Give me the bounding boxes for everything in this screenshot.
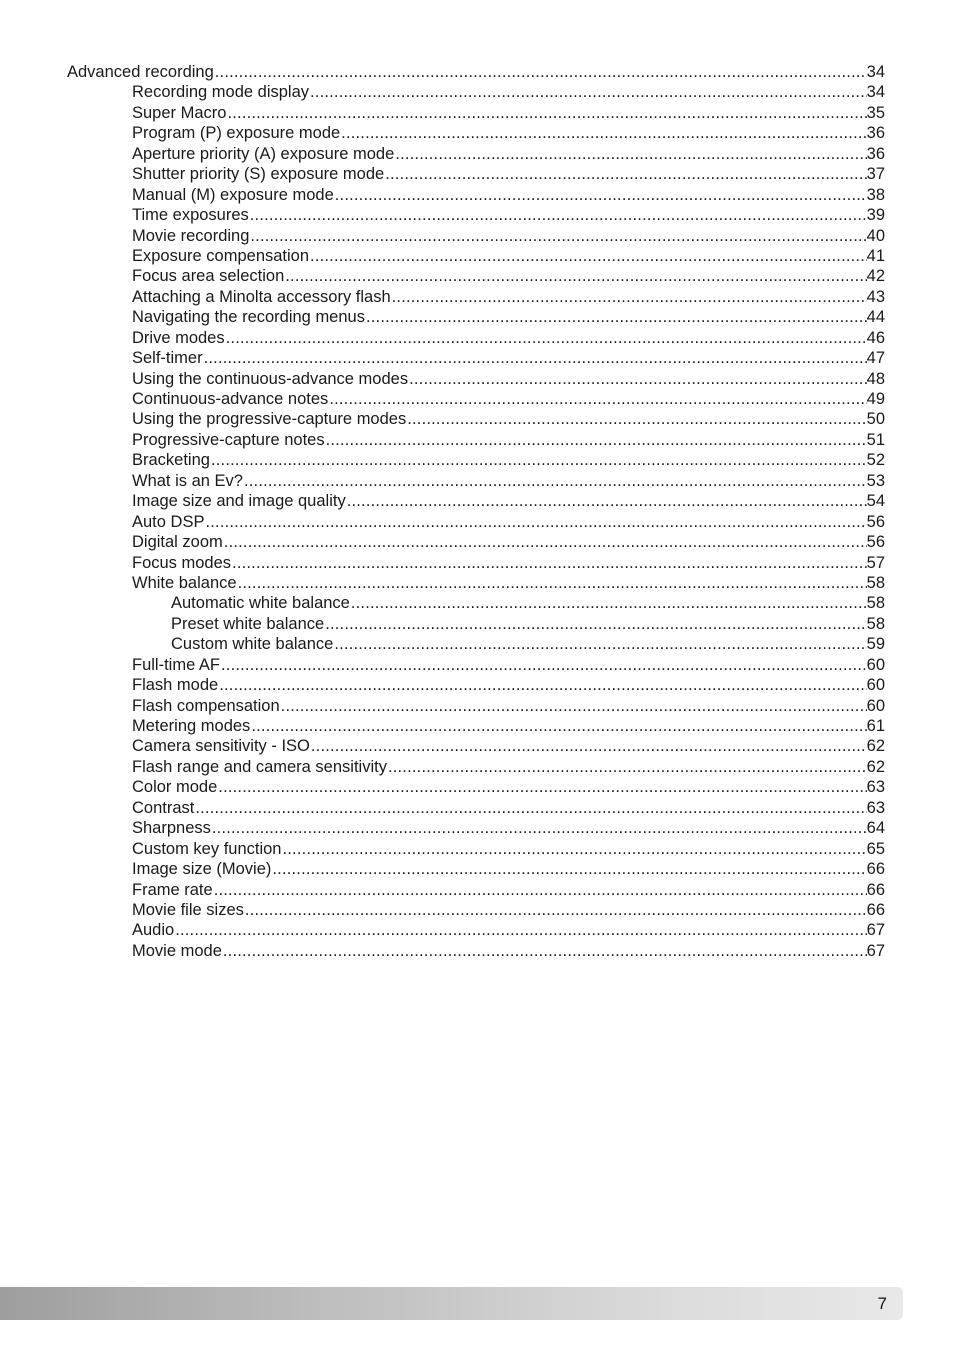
- toc-entry-page: 39: [866, 206, 885, 225]
- toc-dot-leader: [282, 839, 866, 859]
- toc-entry-page: 65: [866, 839, 885, 858]
- toc-entry[interactable]: [67, 512, 885, 532]
- toc-entry[interactable]: [67, 266, 885, 286]
- toc-dot-leader: [392, 287, 867, 307]
- toc-entry-page: 66: [866, 880, 885, 899]
- toc-entry-page: 36: [866, 144, 885, 163]
- toc-entry[interactable]: [67, 655, 885, 675]
- toc-dot-leader: [245, 900, 867, 920]
- toc-entry[interactable]: [67, 471, 885, 491]
- toc-entry-page: 38: [866, 185, 885, 204]
- toc-dot-leader: [388, 757, 867, 777]
- toc-entry-page: 35: [866, 103, 885, 122]
- toc-dot-leader: [334, 634, 866, 654]
- toc-entry-title: Image size and image quality: [132, 492, 346, 511]
- toc-dot-leader: [329, 389, 866, 409]
- toc-dot-leader: [326, 430, 867, 450]
- toc-entry-title: Audio: [132, 921, 175, 940]
- toc-entry-page: 54: [866, 492, 885, 511]
- toc-entry-page: 60: [866, 696, 885, 715]
- toc-entry-page: 56: [866, 533, 885, 552]
- toc-entry[interactable]: [67, 900, 885, 920]
- toc-entry-page: 60: [866, 676, 885, 695]
- toc-entry[interactable]: [67, 941, 885, 961]
- toc-entry-title: Navigating the recording menus: [132, 308, 365, 327]
- toc-entry-page: 51: [866, 430, 885, 449]
- toc-entry[interactable]: [67, 920, 885, 940]
- toc-entry-title: Program (P) exposure mode: [132, 124, 341, 143]
- toc-entry-title: Movie mode: [132, 941, 222, 960]
- toc-dot-leader: [238, 573, 867, 593]
- toc-dot-leader: [409, 369, 867, 389]
- toc-entry-page: 62: [866, 757, 885, 776]
- toc-entry-title: Focus area selection: [132, 267, 285, 286]
- toc-entry-title: Metering modes: [132, 717, 251, 735]
- toc-entry-title: Time exposures: [132, 206, 249, 225]
- toc-entry[interactable]: [67, 287, 885, 307]
- toc-entry-title: Movie recording: [132, 226, 250, 245]
- toc-entry-page: 56: [866, 512, 885, 531]
- toc-entry-title: Progressive-capture notes: [132, 430, 325, 449]
- toc-entry-page: 63: [866, 778, 885, 797]
- toc-entry-page: 67: [866, 941, 885, 960]
- toc-entry-title: Self-timer: [132, 349, 203, 368]
- toc-dot-leader: [385, 164, 866, 184]
- toc-entry-title: Exposure compensation: [132, 246, 310, 265]
- toc-dot-leader: [281, 696, 867, 716]
- toc-entry-title: White balance: [132, 573, 237, 592]
- toc-entry[interactable]: [67, 62, 885, 82]
- toc-entry[interactable]: [67, 859, 885, 879]
- toc-entry-title: Drive modes: [132, 328, 225, 347]
- toc-dot-leader: [227, 103, 866, 123]
- toc-entry-title: Continuous-advance notes: [132, 390, 329, 408]
- toc-entry-title: Sharpness: [132, 819, 211, 838]
- toc-entry-page: 34: [866, 63, 885, 81]
- toc-dot-leader: [351, 593, 867, 613]
- toc-entry[interactable]: [67, 532, 885, 552]
- toc-entry-title: Manual (M) exposure mode: [132, 185, 334, 204]
- toc-entry-title: Auto DSP: [132, 512, 205, 531]
- toc-entry-title: Custom white balance: [171, 635, 334, 654]
- toc-entry-page: 46: [866, 328, 885, 347]
- toc-dot-leader: [223, 941, 867, 961]
- toc-entry-title: What is an Ev?: [132, 471, 243, 490]
- toc-entry-page: 47: [866, 349, 885, 368]
- toc-entry-title: Movie file sizes: [132, 900, 244, 919]
- toc-entry-title: Super Macro: [132, 103, 227, 122]
- toc-entry-page: 59: [866, 635, 885, 654]
- toc-entry[interactable]: [67, 226, 885, 246]
- toc-entry-page: 40: [866, 226, 885, 245]
- toc-entry-title: Using the continuous-advance modes: [132, 369, 409, 388]
- toc-entry-title: Color mode: [132, 778, 218, 797]
- toc-dot-leader: [232, 553, 867, 573]
- toc-entry-page: 48: [866, 369, 885, 388]
- footer-bar: [0, 1287, 903, 1320]
- toc-entry[interactable]: [67, 307, 885, 327]
- toc-entry[interactable]: [67, 777, 885, 797]
- toc-dot-leader: [195, 798, 866, 818]
- toc-entry-page: 53: [866, 471, 885, 490]
- toc-dot-leader: [366, 307, 867, 327]
- toc-entry-page: 66: [866, 860, 885, 879]
- toc-entry-title: Flash range and camera sensitivity: [132, 757, 387, 776]
- toc-entry[interactable]: [67, 123, 885, 143]
- toc-entry-title: Using the progressive-capture modes: [132, 410, 407, 429]
- table-of-contents: [67, 62, 885, 961]
- toc-entry[interactable]: [67, 716, 885, 736]
- toc-dot-leader: [221, 655, 867, 675]
- toc-entry-page: 41: [866, 246, 885, 265]
- toc-dot-leader: [395, 144, 866, 164]
- toc-entry[interactable]: [67, 757, 885, 777]
- toc-entry[interactable]: [67, 389, 885, 409]
- toc-dot-leader: [205, 512, 866, 532]
- toc-entry[interactable]: [67, 185, 885, 205]
- toc-dot-leader: [341, 123, 866, 143]
- toc-entry[interactable]: [67, 818, 885, 838]
- toc-entry-title: Frame rate: [132, 880, 213, 899]
- toc-entry[interactable]: [67, 880, 885, 900]
- toc-entry-title: Attaching a Minolta accessory flash: [132, 287, 391, 306]
- toc-entry-page: 34: [866, 83, 885, 102]
- toc-entry-page: 63: [866, 798, 885, 817]
- toc-entry-title: Camera sensitivity - ISO: [132, 737, 310, 756]
- toc-entry[interactable]: [67, 164, 885, 184]
- toc-dot-leader: [325, 614, 866, 634]
- toc-entry[interactable]: [67, 614, 885, 634]
- toc-entry-title: Automatic white balance: [171, 594, 350, 613]
- toc-entry[interactable]: [67, 553, 885, 573]
- toc-dot-leader: [224, 532, 867, 552]
- toc-entry[interactable]: [67, 491, 885, 511]
- toc-entry-title: Preset white balance: [171, 614, 325, 633]
- toc-entry-page: 64: [866, 819, 885, 838]
- toc-dot-leader: [226, 328, 867, 348]
- toc-entry-title: Image size (Movie): [132, 860, 272, 879]
- toc-entry-page: 66: [866, 900, 885, 919]
- toc-dot-leader: [212, 818, 867, 838]
- toc-entry[interactable]: [67, 430, 885, 450]
- toc-dot-leader: [175, 920, 866, 940]
- toc-entry[interactable]: [67, 144, 885, 164]
- toc-entry-page: 58: [866, 573, 885, 592]
- toc-entry-title: Shutter priority (S) exposure mode: [132, 165, 385, 184]
- toc-entry-page: 67: [866, 921, 885, 940]
- toc-entry-page: 62: [866, 737, 885, 756]
- toc-entry[interactable]: [67, 634, 885, 654]
- toc-dot-leader: [311, 736, 867, 756]
- toc-entry-page: 49: [866, 390, 885, 408]
- toc-entry-title: Flash compensation: [132, 696, 280, 715]
- toc-entry[interactable]: [67, 696, 885, 716]
- toc-dot-leader: [310, 246, 867, 266]
- toc-dot-leader: [250, 205, 867, 225]
- toc-entry-page: 42: [866, 267, 885, 286]
- toc-dot-leader: [218, 777, 866, 797]
- toc-entry-title: Aperture priority (A) exposure mode: [132, 144, 395, 163]
- toc-entry[interactable]: [67, 736, 885, 756]
- toc-entry[interactable]: [67, 798, 885, 818]
- toc-entry[interactable]: [67, 450, 885, 470]
- toc-entry-page: 58: [866, 614, 885, 633]
- toc-entry[interactable]: [67, 103, 885, 123]
- toc-entry-title: Flash mode: [132, 676, 219, 695]
- toc-entry[interactable]: [67, 328, 885, 348]
- toc-entry-title: Bracketing: [132, 451, 210, 470]
- toc-entry[interactable]: [67, 348, 885, 368]
- toc-entry-page: 44: [866, 308, 885, 327]
- toc-entry[interactable]: [67, 573, 885, 593]
- toc-dot-leader: [251, 716, 866, 736]
- toc-entry-page: 57: [866, 553, 885, 572]
- toc-dot-leader: [204, 348, 867, 368]
- toc-dot-leader: [272, 859, 866, 879]
- toc-entry-page: 52: [866, 451, 885, 470]
- toc-entry-title: Focus modes: [132, 553, 232, 572]
- toc-entry-title: Digital zoom: [132, 533, 223, 552]
- toc-dot-leader: [310, 82, 867, 102]
- toc-entry[interactable]: [67, 82, 885, 102]
- toc-dot-leader: [214, 880, 867, 900]
- toc-dot-leader: [285, 266, 866, 286]
- toc-dot-leader: [407, 409, 866, 429]
- toc-entry[interactable]: [67, 839, 885, 859]
- toc-entry-page: 50: [866, 410, 885, 429]
- toc-entry[interactable]: [67, 593, 885, 613]
- toc-entry-page: 61: [866, 717, 885, 735]
- toc-entry-page: 58: [866, 594, 885, 613]
- toc-dot-leader: [335, 185, 867, 205]
- toc-entry-title: Custom key function: [132, 839, 282, 858]
- toc-entry[interactable]: [67, 369, 885, 389]
- toc-dot-leader: [244, 471, 867, 491]
- toc-dot-leader: [211, 450, 867, 470]
- toc-entry-page: 43: [866, 287, 885, 306]
- toc-entry-title: Advanced recording: [67, 63, 214, 81]
- toc-entry-title: Recording mode display: [132, 83, 310, 102]
- toc-entry[interactable]: [67, 409, 885, 429]
- toc-dot-leader: [250, 226, 866, 246]
- toc-entry[interactable]: [67, 246, 885, 266]
- page-number: 7: [877, 1294, 887, 1313]
- toc-entry[interactable]: [67, 205, 885, 225]
- toc-dot-leader: [215, 62, 867, 82]
- toc-entry-title: Full-time AF: [132, 655, 221, 674]
- toc-entry[interactable]: [67, 675, 885, 695]
- toc-entry-page: 37: [866, 165, 885, 184]
- toc-dot-leader: [347, 491, 867, 511]
- toc-entry-title: Contrast: [132, 798, 195, 817]
- toc-entry-page: 60: [866, 655, 885, 674]
- toc-dot-leader: [219, 675, 866, 695]
- toc-entry-page: 36: [866, 124, 885, 143]
